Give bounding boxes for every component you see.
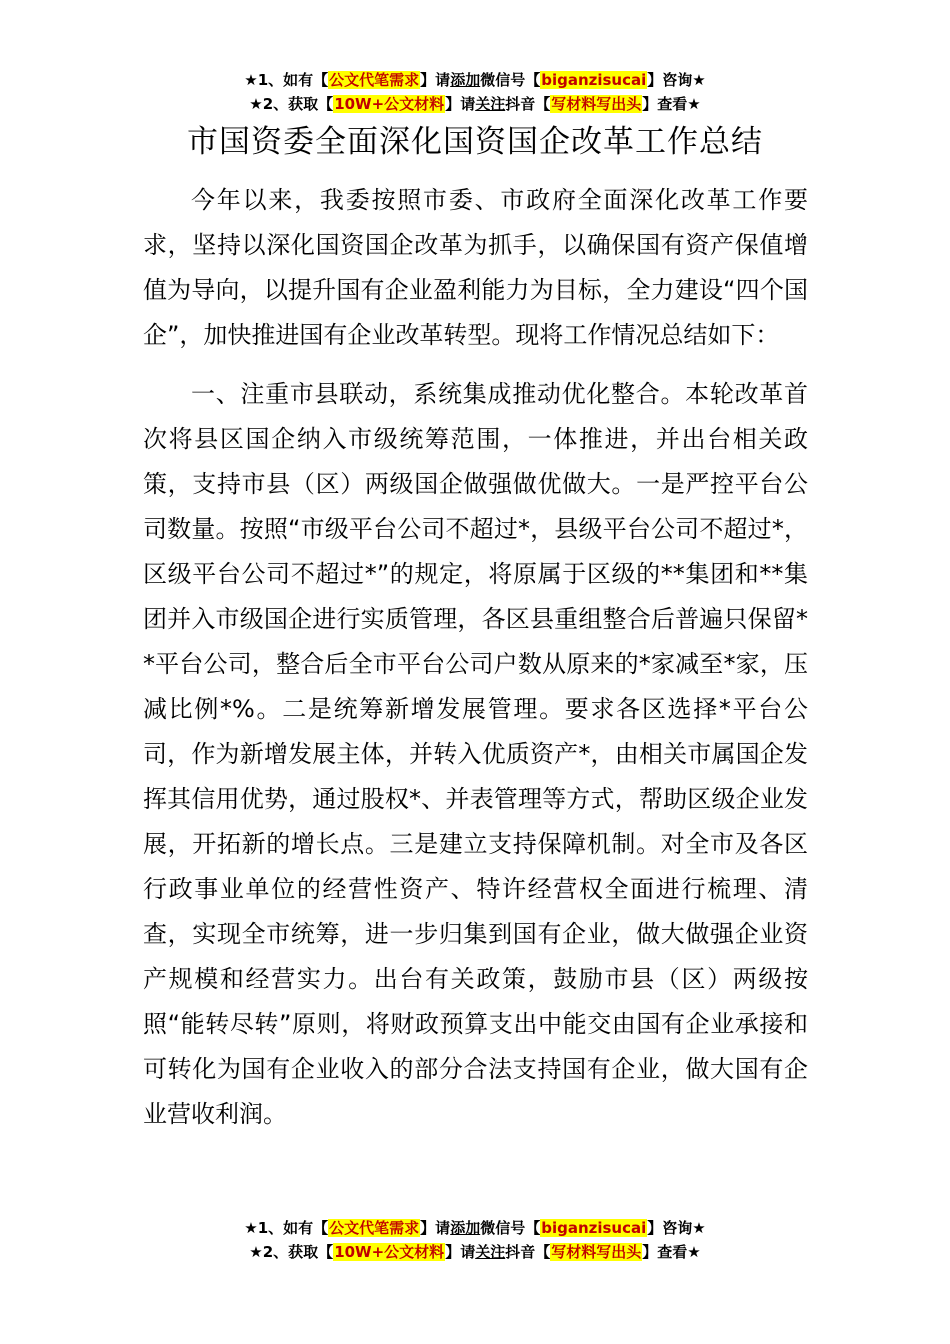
header-ad-2-highlight-materials: 10W+公文材料: [334, 95, 445, 113]
document-title: 市国资委全面深化国资国企改革工作总结: [187, 124, 763, 160]
footer-ad-1-highlight-wechat: biganzisucai: [541, 1219, 647, 1237]
footer-ad-2-underline: 关注: [475, 1243, 506, 1261]
footer-ad-2-mid: 】请: [445, 1243, 476, 1261]
header-ad-2-underline: 关注: [475, 95, 506, 113]
footer-ad-2-suffix: 】查看★: [642, 1243, 701, 1261]
footer-ad-1-highlight-service: 公文代笔需求: [329, 1219, 420, 1237]
document-body: [143, 178, 808, 1137]
footer-ad-2-prefix: ★2、获取【: [249, 1243, 334, 1261]
footer-ad-line-2: [0, 1240, 950, 1264]
header-ad-1-highlight-service: 公文代笔需求: [329, 71, 420, 89]
header-ad-1-underline: 添加: [450, 71, 481, 89]
paragraph-intro: 今年以来，我委按照市委、市政府全面深化改革工作要求，坚持以深化国资国企改革为抓手，以确保国有资产保值增值为导向，以提升国有企业盈利能力为目标，全力建设“四个国企”，加快推进国有企业改革转型。现将工作情况总结如下：: [143, 186, 808, 349]
header-ad-2-prefix: ★2、获取【: [249, 95, 334, 113]
footer-ad-1-underline: 添加: [450, 1219, 481, 1237]
header-ad-1-highlight-wechat: biganzisucai: [541, 71, 647, 89]
header-ad-2-mid2: 抖音【: [505, 95, 551, 113]
footer-ad-2-highlight-douyin: 写材料写出头: [551, 1243, 642, 1261]
footer-ad-2-mid2: 抖音【: [505, 1243, 551, 1261]
paragraph-section-1: 一、注重市县联动，系统集成推动优化整合。本轮改革首次将县区国企纳入市级统筹范围，一体推进，并出台相关政策，支持市县（区）两级国企做强做优做大。一是严控平台公司数量。按照“市级平台公司不超过*，县级平台公司不超过*，区级平台公司不超过*”的规定，将原属于区级的**集团和**集团并入市级国企进行实质管理，各区县重组整合后普遍只保留**平台公司，整合后全市平台公司户数从原来的*家减至*家，压减比例*%。二是统筹新增发展管理。要求各区选择*平台公司，作为新增发展主体，并转入优质资产*，由相关市属国企发挥其信用优势，通过股权*、并表管理等方式，帮助区级企业发展，开拓新的增长点。三是建立支持保障机制。对全市及各区行政事业单位的经营性资产、特许经营权全面进行梳理、清查，实现全市统筹，进一步归集到国有企业，做大做强企业资产规模和经营实力。出台有关政策，鼓励市县（区）两级按照“能转尽转”原则，将财政预算支出中能交由国有企业承接和可转化为国有企业收入的部分合法支持国有企业，做大国有企业营收利润。: [143, 380, 808, 1128]
header-ad-line-1: [0, 68, 950, 92]
header-ad-1-suffix: 】咨询★: [647, 71, 706, 89]
header-ad-1-prefix: ★1、如有【: [244, 71, 329, 89]
footer-ad-2-highlight-materials: 10W+公文材料: [334, 1243, 445, 1261]
header-ad: [0, 68, 950, 116]
header-ad-2-mid: 】请: [445, 95, 476, 113]
footer-ad-1-prefix: ★1、如有【: [244, 1219, 329, 1237]
footer-ad-1-mid: 】请: [420, 1219, 451, 1237]
footer-ad-1-mid2: 微信号【: [480, 1219, 541, 1237]
header-ad-1-mid: 】请: [420, 71, 451, 89]
header-ad-line-2: [0, 92, 950, 116]
header-ad-1-mid2: 微信号【: [480, 71, 541, 89]
header-ad-2-highlight-douyin: 写材料写出头: [551, 95, 642, 113]
footer-ad: [0, 1216, 950, 1264]
footer-ad-1-suffix: 】咨询★: [647, 1219, 706, 1237]
footer-ad-line-1: [0, 1216, 950, 1240]
header-ad-2-suffix: 】查看★: [642, 95, 701, 113]
